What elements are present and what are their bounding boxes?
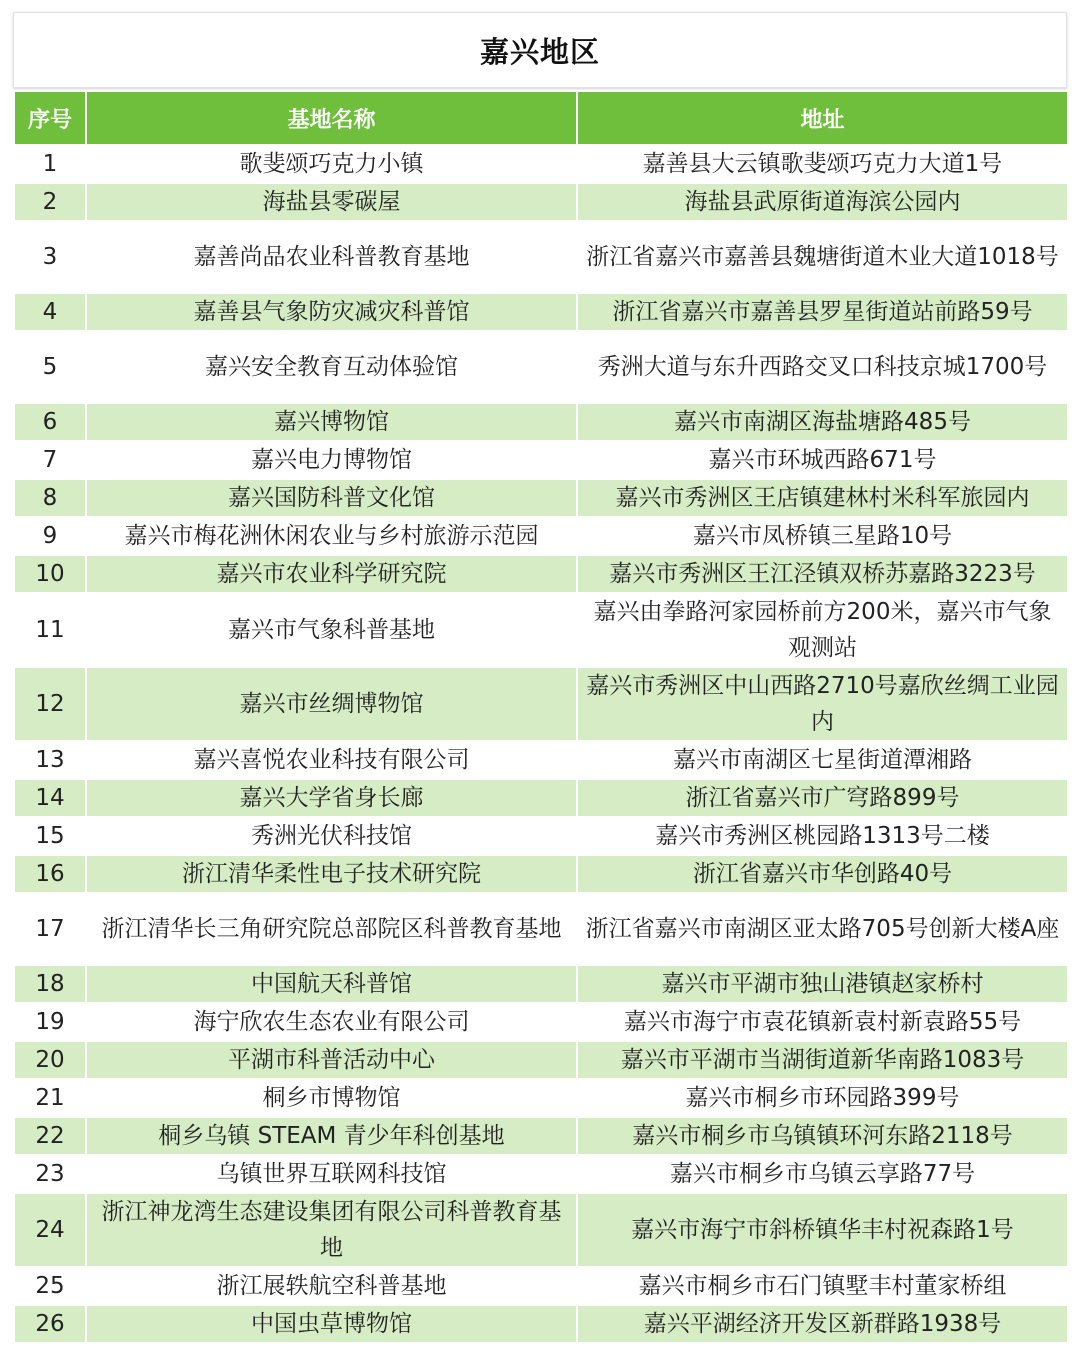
row-address: 嘉兴市秀洲区中山西路2710号嘉欣丝绸工业园内 xyxy=(577,667,1068,741)
row-address: 嘉兴市平湖市当湖街道新华南路1083号 xyxy=(577,1041,1068,1079)
table-row xyxy=(14,817,1068,855)
row-name: 海盐县零碳屋 xyxy=(86,183,577,221)
row-num: 7 xyxy=(14,441,86,479)
table-row xyxy=(14,741,1068,779)
row-num: 17 xyxy=(14,893,86,965)
row-name: 桐乡乌镇 STEAM 青少年科创基地 xyxy=(86,1117,577,1155)
table-row xyxy=(14,965,1068,1003)
row-address: 嘉兴市平湖市独山港镇赵家桥村 xyxy=(577,965,1068,1003)
row-num: 21 xyxy=(14,1079,86,1117)
row-address: 嘉兴市秀洲区王店镇建林村米科军旅园内 xyxy=(577,479,1068,517)
title-banner xyxy=(13,12,1067,88)
table-row xyxy=(14,593,1068,667)
row-num: 18 xyxy=(14,965,86,1003)
row-num: 11 xyxy=(14,593,86,667)
row-name: 浙江神龙湾生态建设集团有限公司科普教育基地 xyxy=(86,1193,577,1267)
row-num: 4 xyxy=(14,293,86,331)
table-row xyxy=(14,1267,1068,1305)
science-base-table xyxy=(13,90,1069,1342)
row-num: 1 xyxy=(14,145,86,183)
row-name: 浙江清华柔性电子技术研究院 xyxy=(86,855,577,893)
row-name: 嘉兴市农业科学研究院 xyxy=(86,555,577,593)
row-address: 浙江省嘉兴市广穹路899号 xyxy=(577,779,1068,817)
row-num: 26 xyxy=(14,1305,86,1342)
row-address: 嘉兴市环城西路671号 xyxy=(577,441,1068,479)
table-row xyxy=(14,145,1068,183)
row-address: 秀洲大道与东升西路交叉口科技京城1700号 xyxy=(577,331,1068,403)
row-num: 14 xyxy=(14,779,86,817)
table-row xyxy=(14,1041,1068,1079)
row-num: 19 xyxy=(14,1003,86,1041)
column-header-name: 基地名称 xyxy=(86,91,577,145)
row-num: 3 xyxy=(14,221,86,293)
row-num: 22 xyxy=(14,1117,86,1155)
row-num: 2 xyxy=(14,183,86,221)
row-name: 嘉善尚品农业科普教育基地 xyxy=(86,221,577,293)
row-name: 秀洲光伏科技馆 xyxy=(86,817,577,855)
row-address: 嘉兴由拳路河家园桥前方200米，嘉兴市气象观测站 xyxy=(577,593,1068,667)
table-row xyxy=(14,293,1068,331)
row-num: 9 xyxy=(14,517,86,555)
page-title: 嘉兴地区 xyxy=(479,34,600,69)
table-row xyxy=(14,1155,1068,1193)
table-row xyxy=(14,667,1068,741)
row-address: 嘉兴市桐乡市石门镇墅丰村董家桥组 xyxy=(577,1267,1068,1305)
table-header-row xyxy=(14,91,1068,145)
table-row xyxy=(14,331,1068,403)
row-address: 浙江省嘉兴市南湖区亚太路705号创新大楼A座 xyxy=(577,893,1068,965)
row-num: 6 xyxy=(14,403,86,441)
row-address: 嘉兴市凤桥镇三星路10号 xyxy=(577,517,1068,555)
row-address: 嘉兴市桐乡市环园路399号 xyxy=(577,1079,1068,1117)
row-num: 16 xyxy=(14,855,86,893)
row-num: 10 xyxy=(14,555,86,593)
row-name: 嘉善县气象防灾减灾科普馆 xyxy=(86,293,577,331)
row-name: 浙江清华长三角研究院总部院区科普教育基地 xyxy=(86,893,577,965)
table-row xyxy=(14,855,1068,893)
table-row xyxy=(14,893,1068,965)
row-address: 嘉兴市海宁市袁花镇新袁村新袁路55号 xyxy=(577,1003,1068,1041)
table-row xyxy=(14,555,1068,593)
row-name: 中国航天科普馆 xyxy=(86,965,577,1003)
row-address: 海盐县武原街道海滨公园内 xyxy=(577,183,1068,221)
row-address: 嘉兴市秀洲区桃园路1313号二楼 xyxy=(577,817,1068,855)
table-row xyxy=(14,779,1068,817)
row-name: 嘉兴市梅花洲休闲农业与乡村旅游示范园 xyxy=(86,517,577,555)
row-address: 浙江省嘉兴市嘉善县魏塘街道木业大道1018号 xyxy=(577,221,1068,293)
row-name: 浙江展轶航空科普基地 xyxy=(86,1267,577,1305)
row-name: 嘉兴国防科普文化馆 xyxy=(86,479,577,517)
table-row xyxy=(14,1305,1068,1342)
row-name: 嘉兴市气象科普基地 xyxy=(86,593,577,667)
row-num: 12 xyxy=(14,667,86,741)
row-address: 浙江省嘉兴市嘉善县罗星街道站前路59号 xyxy=(577,293,1068,331)
row-name: 中国虫草博物馆 xyxy=(86,1305,577,1342)
row-address: 嘉兴市秀洲区王江泾镇双桥苏嘉路3223号 xyxy=(577,555,1068,593)
row-name: 嘉兴电力博物馆 xyxy=(86,441,577,479)
row-name: 平湖市科普活动中心 xyxy=(86,1041,577,1079)
table-row xyxy=(14,517,1068,555)
row-address: 嘉兴市桐乡市乌镇镇环河东路2118号 xyxy=(577,1117,1068,1155)
row-num: 5 xyxy=(14,331,86,403)
row-num: 13 xyxy=(14,741,86,779)
table-row xyxy=(14,183,1068,221)
table-row xyxy=(14,221,1068,293)
table-row xyxy=(14,1003,1068,1041)
row-address: 浙江省嘉兴市华创路40号 xyxy=(577,855,1068,893)
row-name: 嘉兴市丝绸博物馆 xyxy=(86,667,577,741)
row-name: 嘉兴大学省身长廊 xyxy=(86,779,577,817)
row-address: 嘉兴市海宁市斜桥镇华丰村祝森路1号 xyxy=(577,1193,1068,1267)
column-header-num: 序号 xyxy=(14,91,86,145)
table-row xyxy=(14,479,1068,517)
row-num: 24 xyxy=(14,1193,86,1267)
row-num: 20 xyxy=(14,1041,86,1079)
table-row xyxy=(14,1193,1068,1267)
table-row xyxy=(14,403,1068,441)
row-name: 乌镇世界互联网科技馆 xyxy=(86,1155,577,1193)
row-name: 歌斐颂巧克力小镇 xyxy=(86,145,577,183)
table-row xyxy=(14,1079,1068,1117)
row-num: 15 xyxy=(14,817,86,855)
row-address: 嘉兴市桐乡市乌镇云享路77号 xyxy=(577,1155,1068,1193)
table-row xyxy=(14,1117,1068,1155)
row-num: 8 xyxy=(14,479,86,517)
column-header-address: 地址 xyxy=(577,91,1068,145)
row-address: 嘉兴平湖经济开发区新群路1938号 xyxy=(577,1305,1068,1342)
row-name: 嘉兴喜悦农业科技有限公司 xyxy=(86,741,577,779)
table-row xyxy=(14,441,1068,479)
row-name: 嘉兴博物馆 xyxy=(86,403,577,441)
row-name: 海宁欣农生态农业有限公司 xyxy=(86,1003,577,1041)
row-address: 嘉兴市南湖区海盐塘路485号 xyxy=(577,403,1068,441)
row-num: 25 xyxy=(14,1267,86,1305)
row-address: 嘉善县大云镇歌斐颂巧克力大道1号 xyxy=(577,145,1068,183)
row-name: 桐乡市博物馆 xyxy=(86,1079,577,1117)
row-num: 23 xyxy=(14,1155,86,1193)
row-name: 嘉兴安全教育互动体验馆 xyxy=(86,331,577,403)
row-address: 嘉兴市南湖区七星街道潭湘路 xyxy=(577,741,1068,779)
